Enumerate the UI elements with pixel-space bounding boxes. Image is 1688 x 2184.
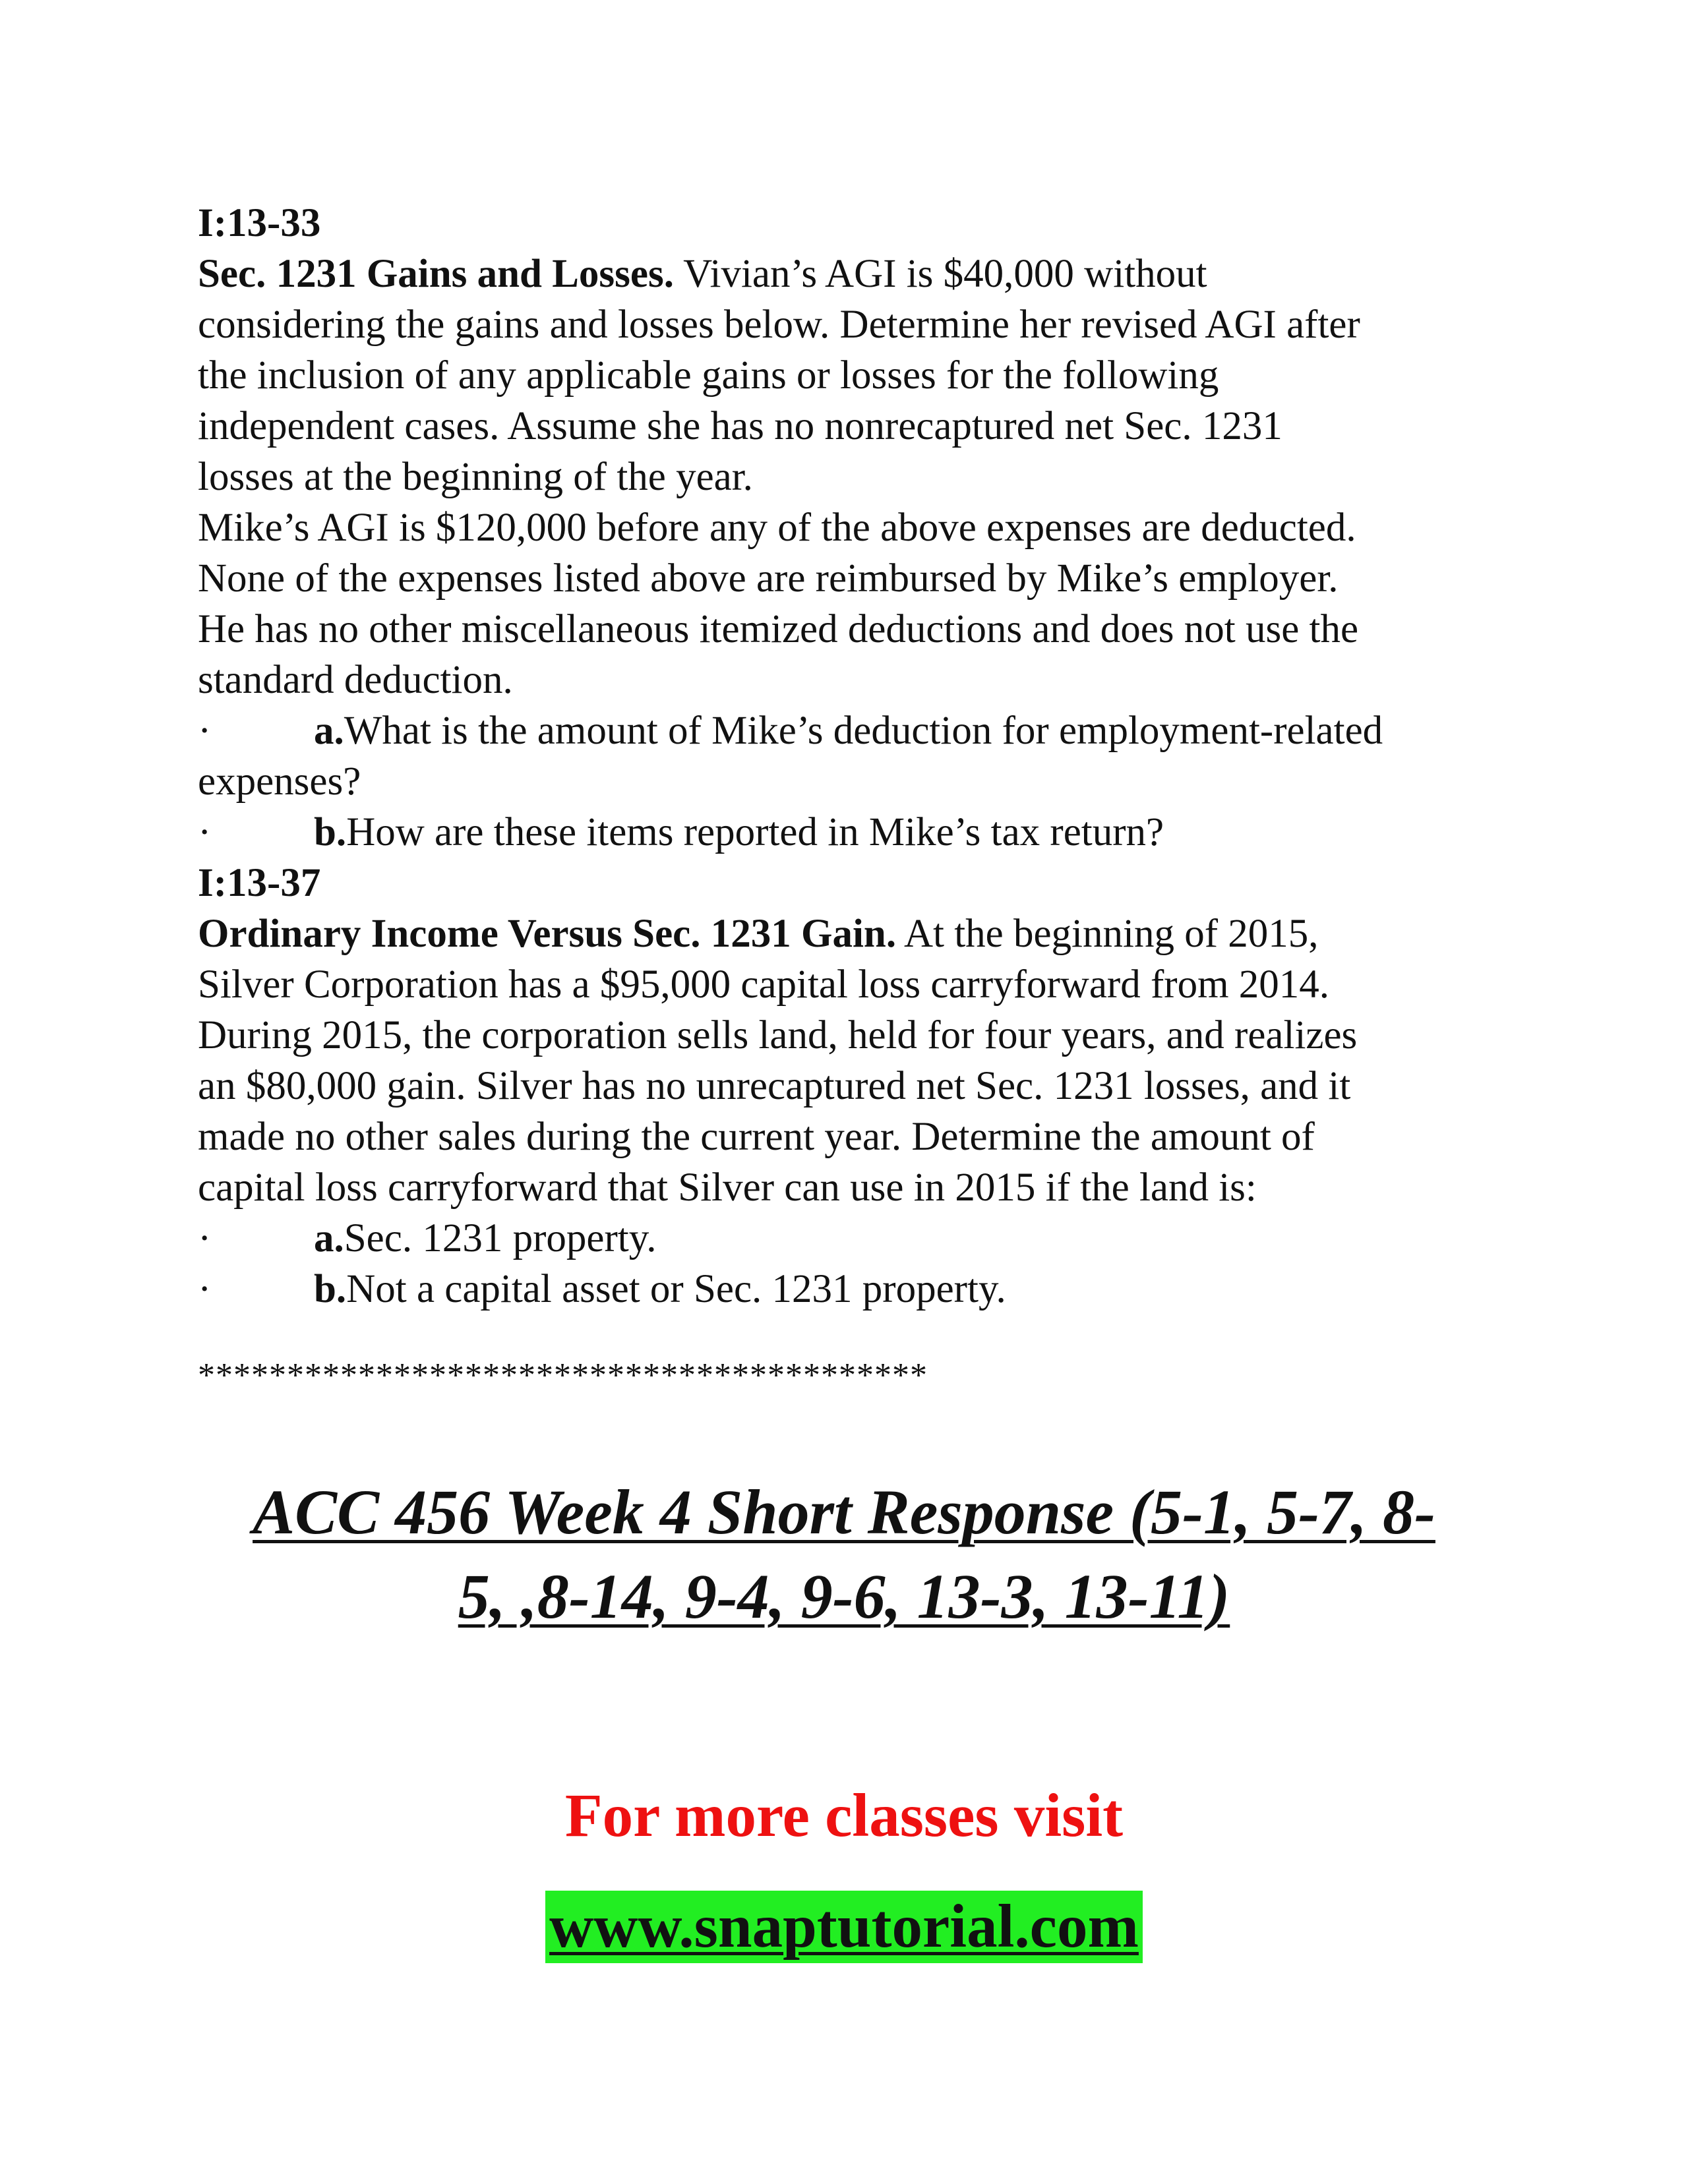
- promo-url-container: [0, 1891, 1688, 1963]
- problem-text-block: [198, 198, 1517, 1314]
- problem-text-line: He has no other miscellaneous itemized deductions and does not use the: [198, 607, 1359, 651]
- question-item: [198, 705, 1517, 756]
- problem-text-line: losses at the beginning of the year.: [198, 455, 753, 499]
- problem-text-line: an $80,000 gain. Silver has no unrecaptured net Sec. 1231 losses, and it: [198, 1064, 1351, 1108]
- problem-intro-line: [198, 249, 1517, 299]
- question-continuation: expenses?: [198, 759, 361, 804]
- question-text: Sec. 1231 property.: [344, 1216, 657, 1260]
- problem-text-line: capital loss carryforward that Silver can use in 2015 if the land is:: [198, 1166, 1257, 1210]
- question-letter: a.: [314, 709, 344, 753]
- problem-text: Vivian’s AGI is $40,000 without: [673, 252, 1207, 296]
- course-heading-line: ACC 456 Week 4 Short Response (5-1, 5-7, 8-: [253, 1477, 1435, 1547]
- question-text: How are these items reported in Mike’s tax return?: [346, 810, 1164, 854]
- problem-text: At the beginning of 2015,: [896, 912, 1319, 956]
- problem-number: I:13-33: [198, 201, 321, 245]
- question-letter: a.: [314, 1216, 344, 1260]
- problem-number: I:13-37: [198, 861, 321, 905]
- bullet-icon: ·: [198, 810, 212, 854]
- question-text: What is the amount of Mike’s deduction for employment-related: [344, 709, 1383, 753]
- problem-text-line: None of the expenses listed above are reimbursed by Mike’s employer.: [198, 556, 1339, 601]
- question-item: [198, 1213, 1517, 1264]
- problem-text-line: standard deduction.: [198, 658, 513, 702]
- problem-text-line: considering the gains and losses below. Determine her revised AGI after: [198, 303, 1360, 347]
- problem-title: Ordinary Income Versus Sec. 1231 Gain.: [198, 912, 897, 956]
- problem-text-line: independent cases. Assume she has no nonrecaptured net Sec. 1231: [198, 404, 1282, 448]
- bullet-icon: ·: [198, 1216, 212, 1260]
- question-letter: b.: [314, 1267, 347, 1311]
- course-heading: [0, 1470, 1688, 1639]
- bullet-icon: ·: [198, 1267, 212, 1311]
- question-letter: b.: [314, 810, 347, 854]
- question-text: Not a capital asset or Sec. 1231 property.: [346, 1267, 1006, 1311]
- question-item: [198, 1264, 1517, 1314]
- question-item: [198, 807, 1517, 858]
- problem-text-line: Mike’s AGI is $120,000 before any of the above expenses are deducted.: [198, 506, 1356, 550]
- problem-text-line: made no other sales during the current year. Determine the amount of: [198, 1115, 1315, 1159]
- course-heading-line: 5, ,8-14, 9-4, 9-6, 13-3, 13-11): [458, 1561, 1230, 1632]
- promo-url-link[interactable]: www.snaptutorial.com: [545, 1891, 1143, 1963]
- problem-text-line: Silver Corporation has a $95,000 capital loss carryforward from 2014.: [198, 962, 1330, 1007]
- bullet-icon: ·: [198, 709, 212, 753]
- problem-text-line: During 2015, the corporation sells land, held for four years, and realizes: [198, 1013, 1358, 1057]
- promo-visit-text: For more classes visit: [564, 1782, 1124, 1850]
- problem-title: Sec. 1231 Gains and Losses.: [198, 252, 674, 296]
- separator-stars: *****************************************: [198, 1357, 928, 1394]
- problem-text-line: the inclusion of any applicable gains or losses for the following: [198, 353, 1219, 398]
- problem-intro-line: [198, 908, 1517, 959]
